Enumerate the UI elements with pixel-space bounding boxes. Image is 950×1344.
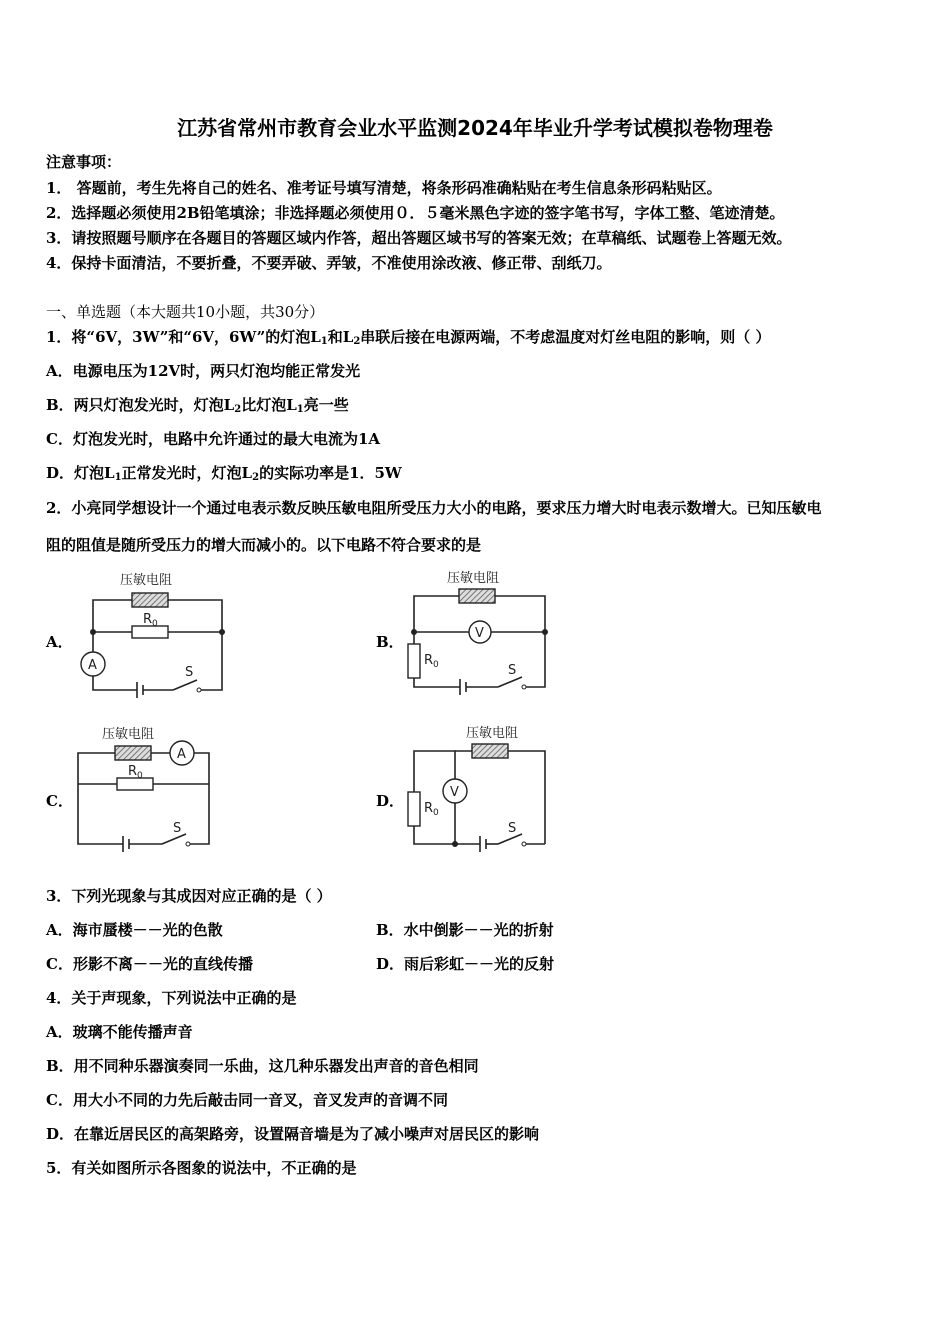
- svg-text:S: S: [508, 821, 517, 836]
- section-heading: 一、单选题（本大题共10小题，共30分）: [46, 303, 325, 321]
- r0-resistor: [408, 644, 420, 678]
- q2-option-d-label: D．: [376, 792, 405, 810]
- q2-option-c-label: C．: [46, 792, 73, 810]
- circuit-d: [402, 722, 562, 857]
- svg-text:R0: $R_0$: [128, 764, 143, 781]
- q1-option-a: A．电源电压为12V时，两只灯泡均能正常发光: [46, 362, 361, 380]
- notice-item-2: 2．选择题必须使用2B铅笔填涂；非选择题必须使用０．５毫米黑色字迹的签字笔书写，字体工整、笔迹清楚。: [46, 204, 785, 222]
- pressure-sensor-resistor: [459, 589, 495, 603]
- svg-text:压敏电阻: 压敏电阻: [466, 726, 519, 741]
- svg-text:V: V: [475, 626, 484, 641]
- q2-stem-line1: 2．小亮同学想设计一个通过电表示数反映压敏电阻所受压力大小的电路，要求压力增大时电表示数增大。已知压敏电: [46, 499, 822, 517]
- q4-option-d: D．在靠近居民区的高架路旁，设置隔音墙是为了减小噪声对居民区的影响: [46, 1125, 540, 1143]
- q3-option-d: D．雨后彩虹－－光的反射: [376, 955, 555, 973]
- notice-heading: 注意事项：: [46, 153, 122, 171]
- q5-stem: 5．有关如图所示各图象的说法中，不正确的是: [46, 1159, 357, 1177]
- q3-option-b: B．水中倒影－－光的折射: [376, 921, 554, 939]
- notice-item-3: 3．请按照题号顺序在各题目的答题区域内作答，超出答题区域书写的答案无效；在草稿纸、试题卷上答题无效。: [46, 229, 792, 247]
- q4-stem: 4．关于声现象，下列说法中正确的是: [46, 989, 297, 1007]
- switch-icon: [498, 677, 522, 687]
- r0-resistor: [132, 626, 168, 638]
- q1-option-c: C．灯泡发光时，电路中允许通过的最大电流为1A: [46, 430, 381, 448]
- q3-option-c: C．形影不离－－光的直线传播: [46, 955, 253, 973]
- q4-option-a: A．玻璃不能传播声音: [46, 1023, 193, 1041]
- pressure-sensor-resistor: [472, 744, 508, 758]
- circuit-c: [70, 722, 230, 857]
- r0-resistor: [117, 778, 153, 790]
- q3-option-a: A．海市蜃楼－－光的色散: [46, 921, 223, 939]
- q4-option-c: C．用大小不同的力先后敲击同一音叉，音叉发声的音调不同: [46, 1091, 448, 1109]
- q1-option-d: D．灯泡$L_1$正常发光时，灯泡$L_2$的实际功率是1．5W: [46, 464, 402, 483]
- svg-text:压敏电阻: 压敏电阻: [447, 571, 500, 586]
- svg-text:V: V: [450, 785, 459, 800]
- r0-resistor: [408, 792, 420, 826]
- svg-text:A: A: [88, 658, 97, 673]
- pressure-sensor-resistor: [115, 746, 151, 760]
- q1-stem: 1．将“6V，3W”和“6V，6W”的灯泡$L_1$和$L_2$串联后接在电源两端，不考虑温度对灯丝电阻的影响，则（ ）: [46, 328, 771, 347]
- q3-stem: 3．下列光现象与其成因对应正确的是（ ）: [46, 887, 332, 905]
- circuit-a-r0-label: $R_0$: [143, 612, 158, 629]
- q2-option-a-label: A．: [46, 633, 73, 651]
- q1-option-b: B．两只灯泡发光时，灯泡$L_2$比灯泡$L_1$亮一些: [46, 396, 349, 415]
- svg-text:R0: $R_0$: [424, 801, 439, 818]
- notice-item-1: 1． 答题前，考生先将自己的姓名、准考证号填写清楚，将条形码准确粘贴在考生信息条形码粘贴区。: [46, 179, 722, 197]
- q2-option-b-label: B．: [376, 633, 404, 651]
- pressure-sensor-resistor: [132, 593, 168, 607]
- circuit-b: [402, 568, 562, 698]
- svg-text:R0: $R_0$: [424, 653, 439, 670]
- svg-text:S: S: [173, 821, 182, 836]
- circuit-a-sensor-label: 压敏电阻: [120, 573, 173, 588]
- page-title: 江苏省常州市教育会业水平监测2024年毕业升学考试模拟卷物理卷: [177, 116, 773, 140]
- circuit-a: [75, 568, 235, 698]
- switch-icon: [173, 680, 197, 690]
- svg-text:A: A: [177, 747, 186, 762]
- q4-option-b: B．用不同种乐器演奏同一乐曲，这几种乐器发出声音的音色相同: [46, 1057, 479, 1075]
- svg-text:S: S: [508, 663, 517, 678]
- q2-stem-line2: 阻的阻值是随所受压力的增大而减小的。以下电路不符合要求的是: [46, 536, 482, 554]
- svg-text:S: S: [185, 665, 194, 680]
- notice-item-4: 4．保持卡面清洁，不要折叠，不要弄破、弄皱，不准使用涂改液、修正带、刮纸刀。: [46, 254, 612, 272]
- svg-text:压敏电阻: 压敏电阻: [102, 727, 155, 742]
